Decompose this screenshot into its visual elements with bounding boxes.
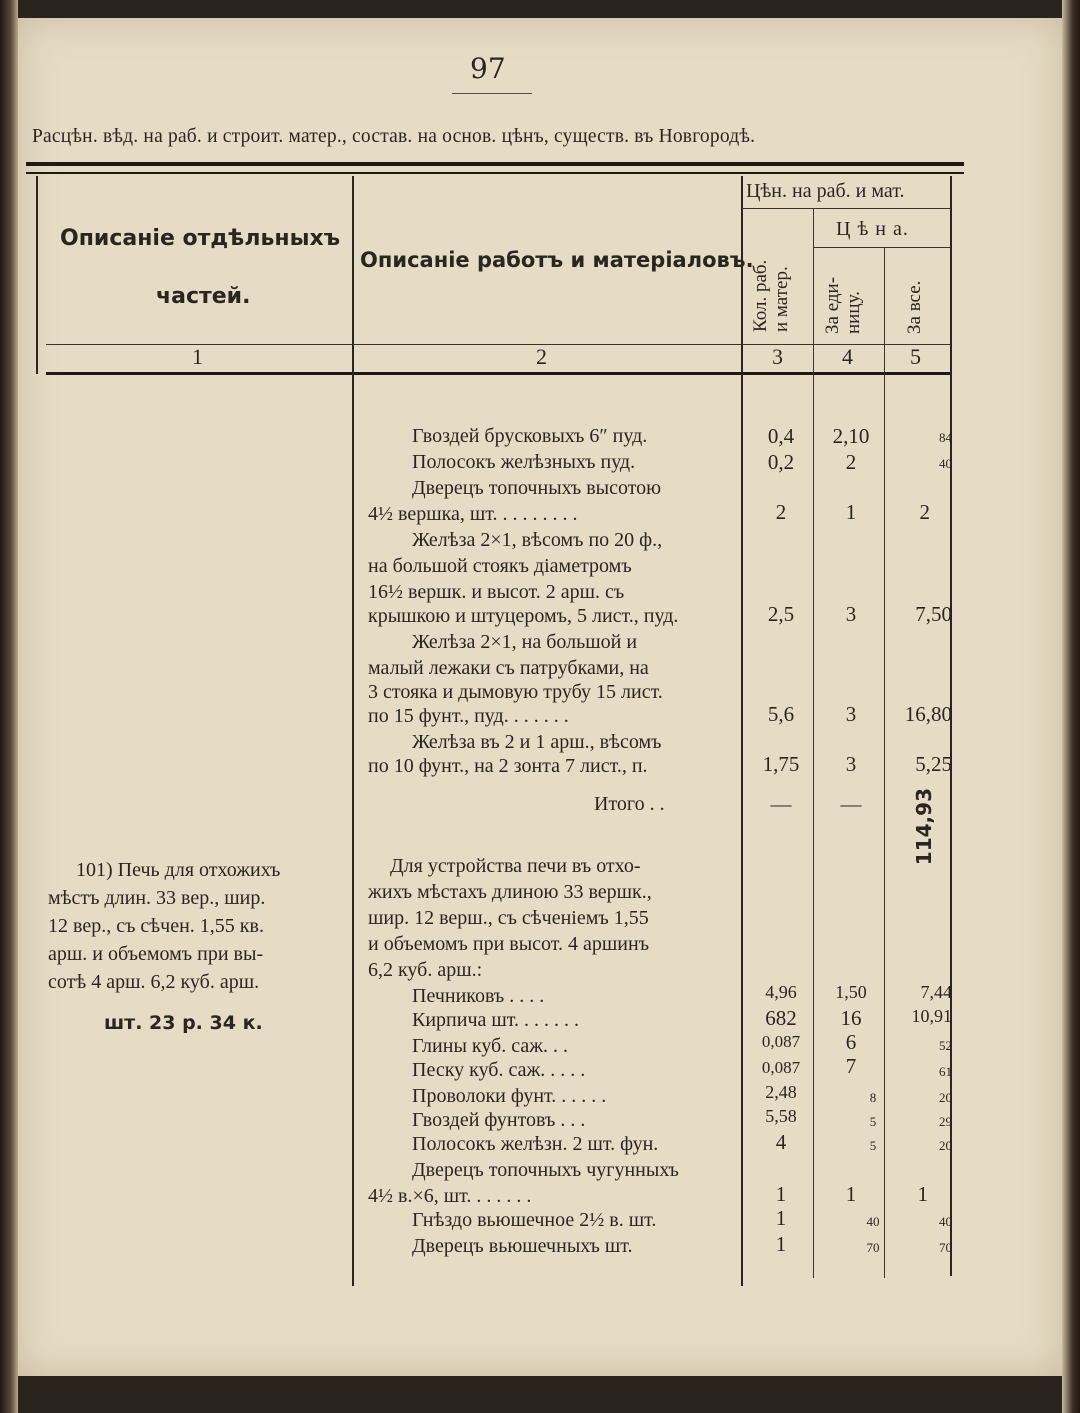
total-cell: 40 <box>939 456 952 471</box>
book-edge <box>1062 0 1080 1413</box>
qty-cell: 0,087 <box>761 1058 801 1077</box>
unit-price-cell: 6 <box>845 1030 857 1054</box>
group-header: Цѣн. на раб. и мат. <box>746 180 905 202</box>
table-row: Желѣза въ 2 и 1 арш., вѣсомъ <box>412 731 662 753</box>
table-row-cont: крышкою и штуцеромъ, 5 лист., пуд. <box>368 605 679 627</box>
qty-cell: 0,087 <box>761 1032 801 1051</box>
unit-price-cell: 16 <box>840 1006 862 1030</box>
total-cell: 7,50 <box>915 602 952 626</box>
total-cell: 84 <box>939 430 952 445</box>
total-cell: 20 <box>939 1138 952 1153</box>
subtotal-qty: — <box>770 792 792 816</box>
table-row: Песку куб. саж. . . . . <box>412 1059 586 1081</box>
unit-price-cell: 1,50 <box>835 982 867 1002</box>
qty-cell: 2,48 <box>765 1082 797 1102</box>
total-cell: 20 <box>939 1090 952 1105</box>
total-cell: 16,80 <box>904 702 952 726</box>
table-row: Гнѣздо вьюшечное 2½ в. шт. <box>412 1209 657 1231</box>
unit-price-cell: 40 <box>866 1214 880 1229</box>
colnum-1: 1 <box>192 344 203 369</box>
unit-price-cell: 3 <box>845 702 857 726</box>
book-spine <box>0 0 18 1413</box>
top-rule-2 <box>26 172 964 174</box>
table-row: Желѣза 2×1, вѣсомъ по 20 ф., <box>412 529 663 551</box>
qty-cell: 1 <box>775 1206 787 1230</box>
unit-price-cell: 1 <box>845 500 857 524</box>
table-row-cont: 3 стояка и дымовую трубу 15 лист. <box>368 681 663 703</box>
item-101-description <box>48 856 348 996</box>
item-101-line: 12 вер., съ сѣчен. 1,55 кв. <box>48 915 264 937</box>
item-101-line: сотѣ 4 арш. 6,2 куб. арш. <box>48 971 260 993</box>
table-row-cont: малый лежаки съ патрубками, на <box>368 657 649 679</box>
item-101-line: мѣстъ длин. 33 вер., шир. <box>48 887 266 909</box>
qty-cell: 4,96 <box>765 982 797 1002</box>
top-rule-1 <box>26 162 964 166</box>
intro-line: шир. 12 верш., съ сѣченіемъ 1,55 <box>368 907 649 929</box>
total-cell: 7,44 <box>920 982 952 1002</box>
unit-price-cell: 8 <box>869 1090 877 1105</box>
table-row: Гвоздей брусковыхъ 6″ пуд. <box>412 425 648 447</box>
qty-cell: 1,75 <box>762 752 800 776</box>
table-row-cont: по 10 фунт., на 2 зонта 7 лист., п. <box>368 755 648 777</box>
unit-price-cell: 3 <box>845 602 857 626</box>
page-number-rule <box>452 93 532 94</box>
unit-price-cell: 2,10 <box>832 424 870 448</box>
total-cell: 2 <box>919 500 930 524</box>
qty-cell: 682 <box>765 1006 797 1030</box>
price-group-rule <box>814 247 950 248</box>
table-row: Гвоздей фунтовъ . . . <box>412 1109 586 1131</box>
table-row-cont: по 15 фунт., пуд. . . . . . . <box>368 705 569 727</box>
item-101-line: 101) Печь для отхожихъ <box>76 859 281 881</box>
table-row: Кирпича шт. . . . . . . <box>412 1009 580 1031</box>
table-row: Глины куб. саж. . . <box>412 1035 569 1057</box>
table-row-cont: на большой стоякъ діаметромъ <box>368 555 632 577</box>
total-cell: 61 <box>939 1064 952 1079</box>
table-row: Желѣза 2×1, на большой и <box>412 631 638 653</box>
intro-line: и объемомъ при высот. 4 аршинъ <box>368 933 650 955</box>
item-101-price: шт. 23 р. 34 к. <box>104 1012 263 1034</box>
qty-cell: 1 <box>775 1232 787 1256</box>
colnum-3: 3 <box>772 344 783 369</box>
col5-header: За все. <box>904 280 925 334</box>
col1-header-line1: Описаніе отдѣльныхъ <box>60 226 341 251</box>
table-row: Проволоки фунт. . . . . . <box>412 1085 607 1107</box>
col4-header-line1: За еди- <box>822 276 843 334</box>
total-cell: 52 <box>939 1038 952 1053</box>
col3-header-line1: Кол. раб. <box>750 259 771 332</box>
col3-header <box>750 214 792 332</box>
running-title: Расцѣн. вѣд. на раб. и строит. матер., состав. на основ. цѣнъ, существ. въ Новгородѣ. <box>32 126 756 147</box>
col-border-1-2 <box>352 176 354 1286</box>
total-cell: 10,91 <box>911 1006 952 1026</box>
unit-price-cell: 1 <box>845 1182 857 1206</box>
table-row: Полосокъ желѣзныхъ пуд. <box>412 451 636 473</box>
unit-price-cell: 2 <box>845 450 857 474</box>
col3-header-line2: и матер. <box>771 266 792 332</box>
group-rule <box>742 208 950 209</box>
page-number: 97 <box>470 52 506 85</box>
unit-price-cell: 7 <box>845 1054 857 1078</box>
qty-cell: 0,2 <box>767 450 795 474</box>
intro-line: жихъ мѣстахъ длиною 33 вершк., <box>368 881 652 903</box>
total-cell: 40 <box>939 1214 952 1229</box>
qty-cell: 0,4 <box>767 424 795 448</box>
qty-cell: 1 <box>775 1182 787 1206</box>
intro-line: Для устройства печи въ отхо- <box>390 855 641 877</box>
price-group-header: Ц ѣ н а. <box>836 218 909 240</box>
table-row-cont: 4½ в.×6, шт. . . . . . . <box>368 1185 532 1207</box>
table-row: Дверецъ топочныхъ высотою <box>412 477 662 499</box>
col-border-left <box>36 176 38 374</box>
table-row: Печниковъ . . . . <box>412 985 545 1007</box>
table-row: Дверецъ топочныхъ чугунныхъ <box>412 1159 679 1181</box>
unit-price-cell: 70 <box>866 1240 880 1255</box>
col4-header-line2: ницу. <box>843 291 864 334</box>
total-cell: 5,25 <box>915 752 952 776</box>
table-row-cont: 16½ вершк. и высот. 2 арш. съ <box>368 581 625 603</box>
colnum-rule <box>46 344 950 345</box>
unit-price-cell: 3 <box>845 752 857 776</box>
subtotal-unit: — <box>840 792 862 816</box>
qty-cell: 4 <box>775 1130 787 1154</box>
qty-cell: 5,58 <box>765 1106 797 1126</box>
table-row: Полосокъ желѣзн. 2 шт. фун. <box>412 1133 659 1155</box>
subtotal-total: 114,93 <box>912 788 936 866</box>
total-cell: 1 <box>917 1182 928 1206</box>
qty-cell: 2,5 <box>767 602 795 626</box>
header-bottom-rule <box>46 372 952 375</box>
item-101-line: арш. и объемомъ при вы- <box>48 943 264 965</box>
qty-cell: 2 <box>775 500 787 524</box>
subtotal-label: Итого . . <box>594 793 665 815</box>
colnum-5: 5 <box>910 344 921 369</box>
unit-price-cell: 5 <box>869 1114 877 1129</box>
col1-header-line2: частей. <box>156 284 251 309</box>
colnum-2: 2 <box>536 344 547 369</box>
qty-cell: 5,6 <box>767 702 795 726</box>
col2-header: Описаніе работъ и матеріаловъ. <box>360 248 754 272</box>
intro-line: 6,2 куб. арш.: <box>368 959 483 981</box>
colnum-4: 4 <box>842 344 853 369</box>
col4-header <box>822 254 864 334</box>
total-cell: 29 <box>939 1114 952 1129</box>
table-row: Дверецъ вьюшечныхъ шт. <box>412 1235 633 1257</box>
table-row-cont: 4½ вершка, шт. . . . . . . . . <box>368 503 578 525</box>
total-cell: 70 <box>939 1240 952 1255</box>
unit-price-cell: 5 <box>869 1138 877 1153</box>
